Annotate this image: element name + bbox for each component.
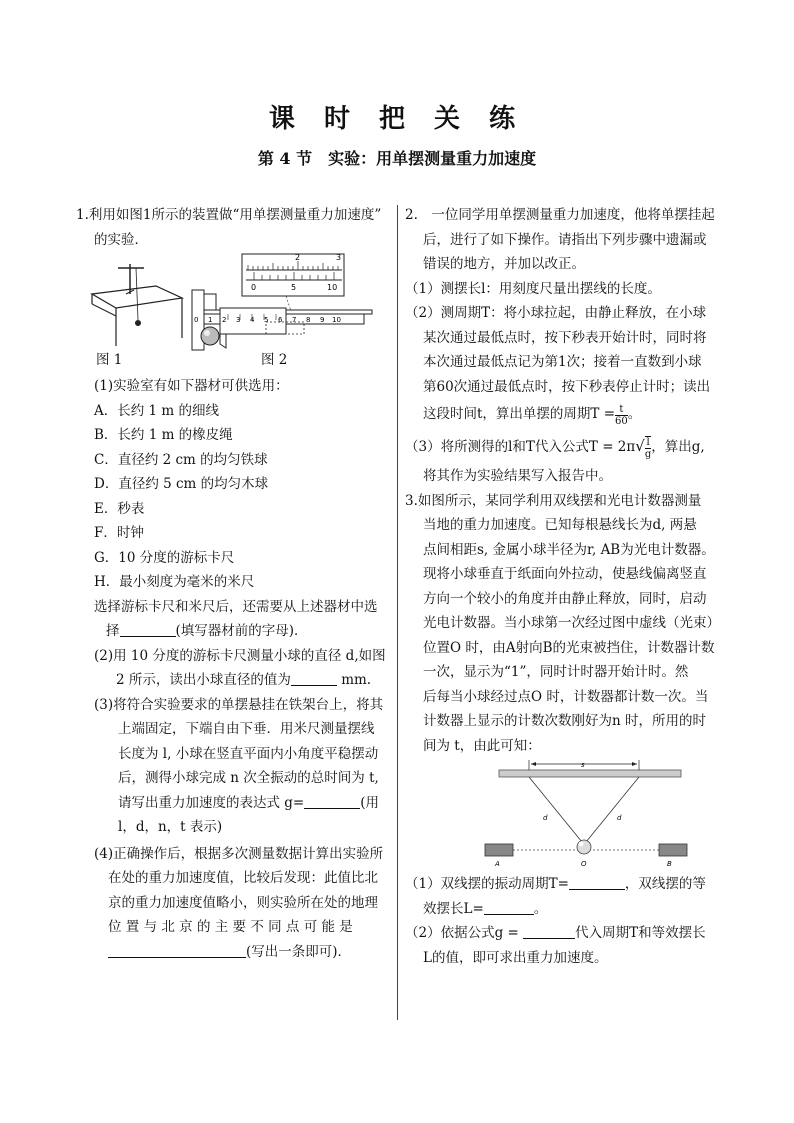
q3-text-line: 光电计数器。当小球第一次经过图中虚线（光束） xyxy=(423,615,720,631)
q1-part4: (4)正确操作后，根据多次测量数据计算出实验所 xyxy=(94,845,384,862)
q1-part4-line: 京的重力加速度值略小，则实验所在处的地理 xyxy=(108,894,378,911)
label-a: A xyxy=(495,860,500,868)
label-o: O xyxy=(581,860,587,868)
option-item: F．时钟 xyxy=(94,525,144,541)
option-item: E．秒表 xyxy=(94,500,145,517)
label-d-left: d xyxy=(543,814,548,822)
q1-part3-line: 长度为 l, 小球在竖直平面内小角度平稳摆动 xyxy=(118,745,379,762)
q2-intro-line: 错误的地方，并加以改正。 xyxy=(423,256,585,272)
q1-part2-answer-line: 2 所示，读出小球直径的值为 mm. xyxy=(116,672,372,688)
q2-step2-line: 某次通过最低点时，按下秒表开始计时，同时将 xyxy=(423,329,707,346)
answer-blank[interactable] xyxy=(291,671,337,686)
answer-blank[interactable] xyxy=(523,924,575,939)
caliper-vernier-tick-label: 4 xyxy=(250,316,255,324)
q2-step2-formula-line: 这段时间t，算出单摆的周期T = $\frac{t}{60}$ 。 xyxy=(423,404,642,427)
q3-text-line: 间为 t，由此可知： xyxy=(423,737,541,754)
q2-intro-line: 后，进行了如下操作。请指出下列步骤中遗漏或 xyxy=(423,231,707,248)
vernier-caliper-diagram xyxy=(186,250,376,358)
caliper-vernier-tick-label: 7 xyxy=(292,316,297,324)
q3-part2-line: L的值，即可求出重力加速度。 xyxy=(423,949,608,966)
q2-step3-line: 将其作为实验结果写入报告中。 xyxy=(423,468,612,484)
q3-text-line: 一次，显示为“1”，同时计时器开始计时。然 xyxy=(423,664,689,680)
column-divider xyxy=(397,205,398,1020)
q1-part2: (2)用 10 分度的游标卡尺测量小球的直径 d,如图 xyxy=(94,647,386,664)
q2-step1: （1）测摆长l：用刻度尺量出摆线的长度。 xyxy=(405,280,661,297)
left-column xyxy=(76,203,392,964)
q3-part2: （2）依据公式g = 代入周期T和等效摆长 xyxy=(405,925,706,941)
q1-part3-answer-line: 请写出重力加速度的表达式 g= (用 xyxy=(118,794,380,811)
q1-select-answer-line: 择 (填写器材前的字母)． xyxy=(106,623,308,639)
q3-text-line: 现将小球垂直于纸面向外拉动，使悬线偏离竖直 xyxy=(423,566,707,582)
q1-part1: (1)实验室有如下器材可供选用： xyxy=(94,378,289,394)
caliper-main-tick-label: 2 xyxy=(295,253,301,262)
q3-part1-line: 效摆长L= 。 xyxy=(423,900,548,917)
caliper-vernier-tick-label: 3 xyxy=(236,316,241,324)
caliper-vernier-tick-label: 10 xyxy=(332,316,341,324)
q1-part4-line: 位 置 与 北 京 的 主 要 不 同 点 可 能 是 xyxy=(108,919,353,935)
q1-part3-line: 上端固定，下端自由下垂．用米尺测量摆线 xyxy=(118,721,375,737)
figure-2-label: 图 2 xyxy=(261,352,288,368)
q1-intro-cont: 的实验． xyxy=(94,231,148,248)
q1-part4-answer-line: (写出一条即可)． xyxy=(76,940,392,965)
q2-step2-line: 第60次通过最低点时，按下秒表停止计时；读出 xyxy=(423,378,711,395)
bifilar-pendulum-diagram xyxy=(465,758,715,870)
q3-text-line: 位置O 时，由A射向B的光束被挡住，计数器计数 xyxy=(423,639,715,656)
option-item: H．最小刻度为毫米的米尺 xyxy=(94,574,255,590)
label-s: s xyxy=(581,761,585,769)
label-b: B xyxy=(667,860,672,868)
caliper-vernier-tick-label: 9 xyxy=(320,316,325,324)
option-item: C．直径约 2 cm 的均匀铁球 xyxy=(94,451,268,468)
figure-1-label: 图 1 xyxy=(96,352,123,368)
q1-part4-line: 在处的重力加速度值，比较后发现：此值比北 xyxy=(108,870,378,886)
q1-part3-line: 后，测得小球完成 n 次全振动的总时间为 t, xyxy=(118,770,379,786)
caliper-vernier-tick-label: 2 xyxy=(222,316,227,324)
answer-blank[interactable] xyxy=(484,900,534,915)
page-title: 课 时 把 关 练 xyxy=(268,104,526,134)
q2-step2-line: 本次通过最低点记为第1次；接着一直数到小球 xyxy=(423,354,702,370)
q3-text-line: 计数器上显示的计数次数刚好为n 时，所用的时 xyxy=(423,713,706,729)
q3-part1: （1）双线摆的振动周期T= ，双线摆的等 xyxy=(405,876,706,892)
right-column xyxy=(405,203,721,970)
option-item: D．直径约 5 cm 的均匀木球 xyxy=(94,476,269,492)
q3-text-line: 方向一个较小的角度并由静止释放，同时，启动 xyxy=(423,590,707,607)
caliper-zoom-tick-label: 0 xyxy=(251,283,257,292)
pendulum-stand-diagram xyxy=(86,258,186,348)
q2-intro: 2. 一位同学用单摆测量重力加速度，他将单摆挂起 xyxy=(405,207,715,223)
caliper-main-tick-label: 3 xyxy=(336,253,342,262)
q3-text-line: 后每当小球经过点O 时，计数器都计数一次。当 xyxy=(423,688,709,705)
q1-part3-line: l，d，n，t 表示) xyxy=(118,819,223,835)
answer-blank[interactable] xyxy=(120,622,176,637)
caliper-vernier-tick-label: 6 xyxy=(278,316,283,324)
equipment-options xyxy=(76,399,392,595)
q3-intro: 3.如图所示，某同学利用双线摆和光电计数器测量 xyxy=(405,492,702,509)
q1-intro: 1.利用如图1所示的装置做“用单摆测量重力加速度” xyxy=(76,207,382,223)
q1-part3: (3)将符合实验要求的单摆悬挂在铁架台上，将其 xyxy=(94,696,384,713)
caliper-vernier-tick-label: 1 xyxy=(208,316,213,324)
label-d-right: d xyxy=(617,814,622,822)
caliper-zoom-tick-label: 10 xyxy=(327,283,338,292)
q3-text-line: 当地的重力加速度。已知每根悬线长为d, 两悬 xyxy=(423,517,697,533)
q2-step2: （2）测周期T：将小球拉起，由静止释放，在小球 xyxy=(405,305,707,321)
q1-select-text: 选择游标卡尺和米尺后，还需要从上述器材中选 xyxy=(94,598,378,615)
caliper-zoom-tick-label: 5 xyxy=(291,283,297,292)
section-subtitle: 第 4 节 实验：用单摆测量重力加速度 xyxy=(257,149,537,168)
caliper-vernier-tick-label: 8 xyxy=(306,316,311,324)
figure-1-2 xyxy=(76,252,392,374)
answer-blank[interactable] xyxy=(108,943,246,958)
option-item: B．长约 1 m 的橡皮绳 xyxy=(94,427,233,443)
caliper-vernier-tick-label: 0 xyxy=(194,316,199,324)
answer-blank[interactable] xyxy=(304,794,360,809)
q3-text-line: 点间相距s, 金属小球半径为r, AB为光电计数器。 xyxy=(423,541,715,558)
option-item: G．10 分度的游标卡尺 xyxy=(94,549,235,566)
q2-step3: （3）将所测得的l和T代入公式T = 2π√ $\frac{l}{g}$ ，算出g, xyxy=(405,437,705,460)
figure-3 xyxy=(405,758,721,870)
option-item: A．长约 1 m 的细线 xyxy=(94,402,220,419)
fraction-l-over-g: $\frac{l}{g}$ xyxy=(644,437,652,460)
fraction-t-over-60: $\frac{t}{60}$ xyxy=(615,404,628,427)
answer-blank[interactable] xyxy=(569,875,625,890)
caliper-vernier-tick-label: 5 xyxy=(264,316,269,324)
